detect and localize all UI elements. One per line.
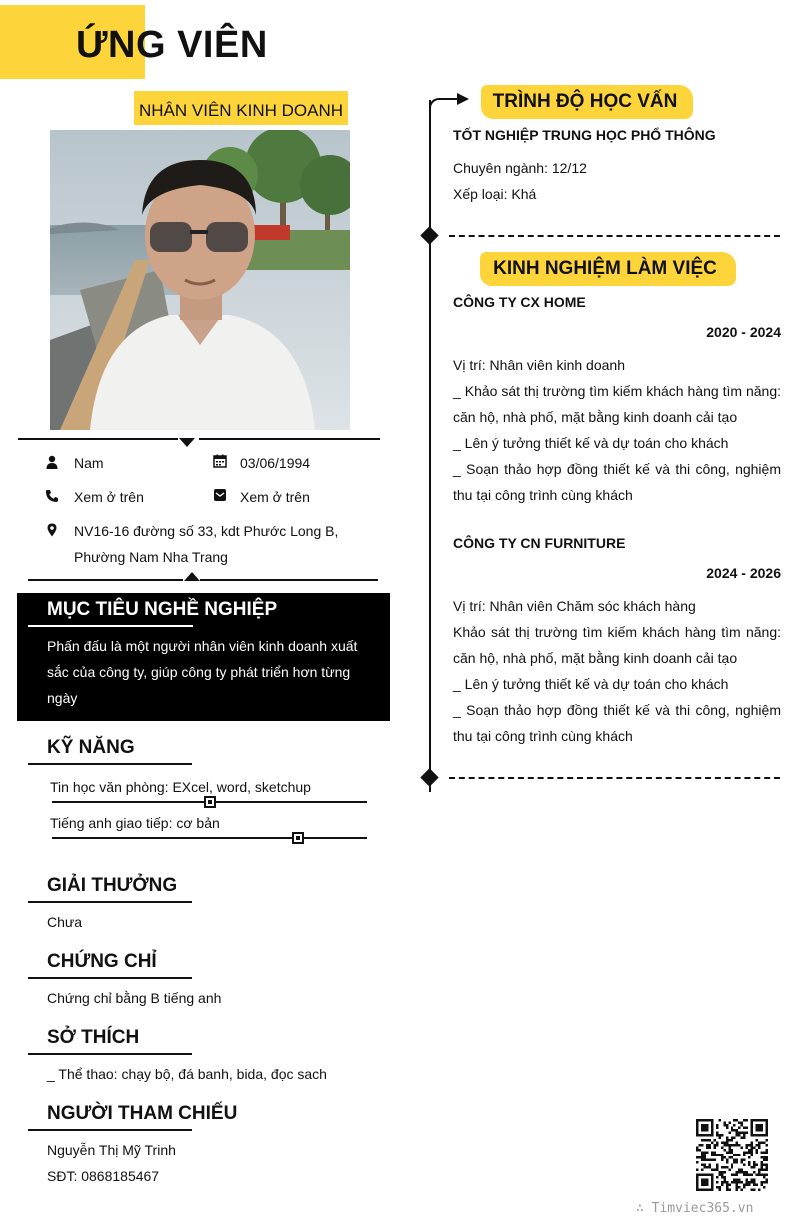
- education-title: TRÌNH ĐỘ HỌC VẤN: [492, 91, 678, 112]
- certificates-title: CHỨNG CHỈ: [47, 951, 157, 972]
- job-company: CÔNG TY CX HOME: [453, 294, 586, 310]
- job-line: Khảo sát thị trường tìm kiếm khách hàng tìm năng: căn hộ, nhà phố, mặt bằng kinh doanh cải tạo: [453, 624, 781, 666]
- contact-bottom-rule-left: [28, 579, 183, 581]
- education-major: Chuyên ngành: 12/12: [453, 160, 587, 176]
- skill-track: [52, 837, 367, 839]
- awards-text: Chưa: [47, 914, 83, 930]
- skills-title: KỸ NĂNG: [47, 737, 135, 758]
- address-value: NV16-16 đường số 33, kdt Phước Long B, Phường Nam Nha Trang: [74, 523, 339, 565]
- phone-icon: [45, 489, 59, 503]
- reference-name: Nguyễn Thị Mỹ Trinh: [47, 1142, 176, 1158]
- awards-underline: [28, 901, 192, 903]
- candidate-position: NHÂN VIÊN KINH DOANH: [134, 91, 348, 125]
- contact-bottom-pointer: [184, 572, 200, 581]
- job-company: CÔNG TY CN FURNITURE: [453, 535, 626, 551]
- job-line: _ Soạn thảo hợp đồng thiết kế và thi công, nghiệm thu tại công trình cùng khách: [453, 702, 781, 744]
- email-icon: [213, 488, 227, 502]
- education-divider: [449, 235, 780, 237]
- phone-value: Xem ở trên: [74, 489, 144, 505]
- gender-value: Nam: [74, 455, 104, 471]
- location-icon: [45, 523, 59, 537]
- hobbies-underline: [28, 1053, 192, 1055]
- timeline-connector: [443, 98, 457, 100]
- timeline-diamond: [420, 226, 438, 244]
- job-line: _ Khảo sát thị trường tìm kiếm khách hàng tìm năng: căn hộ, nhà phố, mặt bằng kinh doanh cải tạo: [453, 383, 781, 425]
- job-line: _ Soạn thảo hợp đồng thiết kế và thi công, nghiệm thu tại công trình cùng khách: [453, 461, 781, 503]
- watermark: ∴ Timviec365.vn: [636, 1201, 754, 1216]
- hobbies-text: _ Thể thao: chạy bộ, đá banh, bida, đọc sach: [47, 1066, 327, 1082]
- objective-text: Phấn đấu là một người nhân viên kinh doanh xuất sắc của công ty, giúp công ty phát triển hơn từng ngày: [47, 638, 358, 706]
- timeline-arrow-icon: [457, 93, 469, 105]
- timeline-line: [429, 100, 431, 792]
- job-years: 2020 - 2024: [706, 324, 781, 340]
- reference-phone: SĐT: 0868185467: [47, 1168, 160, 1184]
- skill-label: Tiếng anh giao tiếp: cơ bản: [50, 815, 220, 831]
- references-title: NGƯỜI THAM CHIẾU: [47, 1103, 238, 1124]
- contact-bottom-rule-right: [200, 579, 378, 581]
- references-underline: [28, 1129, 192, 1131]
- email-value: Xem ở trên: [240, 489, 310, 505]
- experience-title: KINH NGHIỆM LÀM VIỆC: [493, 258, 717, 279]
- hobbies-title: SỞ THÍCH: [47, 1027, 140, 1048]
- user-icon: [45, 455, 59, 469]
- calendar-icon: [213, 454, 227, 468]
- job-line: Vị trí: Nhân viên Chăm sóc khách hàng: [453, 598, 696, 614]
- certificates-underline: [28, 977, 192, 979]
- birthday-value: 03/06/1994: [240, 455, 311, 471]
- skill-label: Tin học văn phòng: EXcel, word, sketchup: [50, 779, 311, 795]
- qr-code-icon: [696, 1119, 768, 1191]
- job-years: 2024 - 2026: [706, 565, 781, 581]
- experience-divider: [449, 777, 780, 779]
- contact-top-rule-left: [18, 438, 178, 440]
- candidate-name: ỨNG VIÊN: [76, 24, 268, 66]
- timeline-curve: [429, 98, 445, 114]
- job-line: _ Lên ý tưởng thiết kế và dự toán cho khách: [453, 676, 729, 692]
- objective-underline: [28, 625, 193, 627]
- skills-underline: [28, 763, 192, 765]
- job-line: Vị trí: Nhân viên kinh doanh: [453, 357, 625, 373]
- education-school: TỐT NGHIỆP TRUNG HỌC PHỔ THÔNG: [453, 127, 716, 143]
- skill-level-knob: [292, 832, 304, 844]
- profile-photo: [50, 130, 350, 430]
- contact-top-rule-right: [199, 438, 380, 440]
- job-line: _ Lên ý tưởng thiết kế và dự toán cho khách: [453, 435, 729, 451]
- awards-title: GIẢI THƯỞNG: [47, 875, 178, 896]
- certificates-text: Chứng chỉ bằng B tiếng anh: [47, 990, 222, 1006]
- contact-top-pointer: [179, 438, 195, 447]
- skill-level-knob: [204, 796, 216, 808]
- education-grade: Xếp loại: Khá: [453, 186, 537, 202]
- timeline-diamond: [420, 768, 438, 786]
- objective-title: MỤC TIÊU NGHỀ NGHIỆP: [47, 599, 278, 620]
